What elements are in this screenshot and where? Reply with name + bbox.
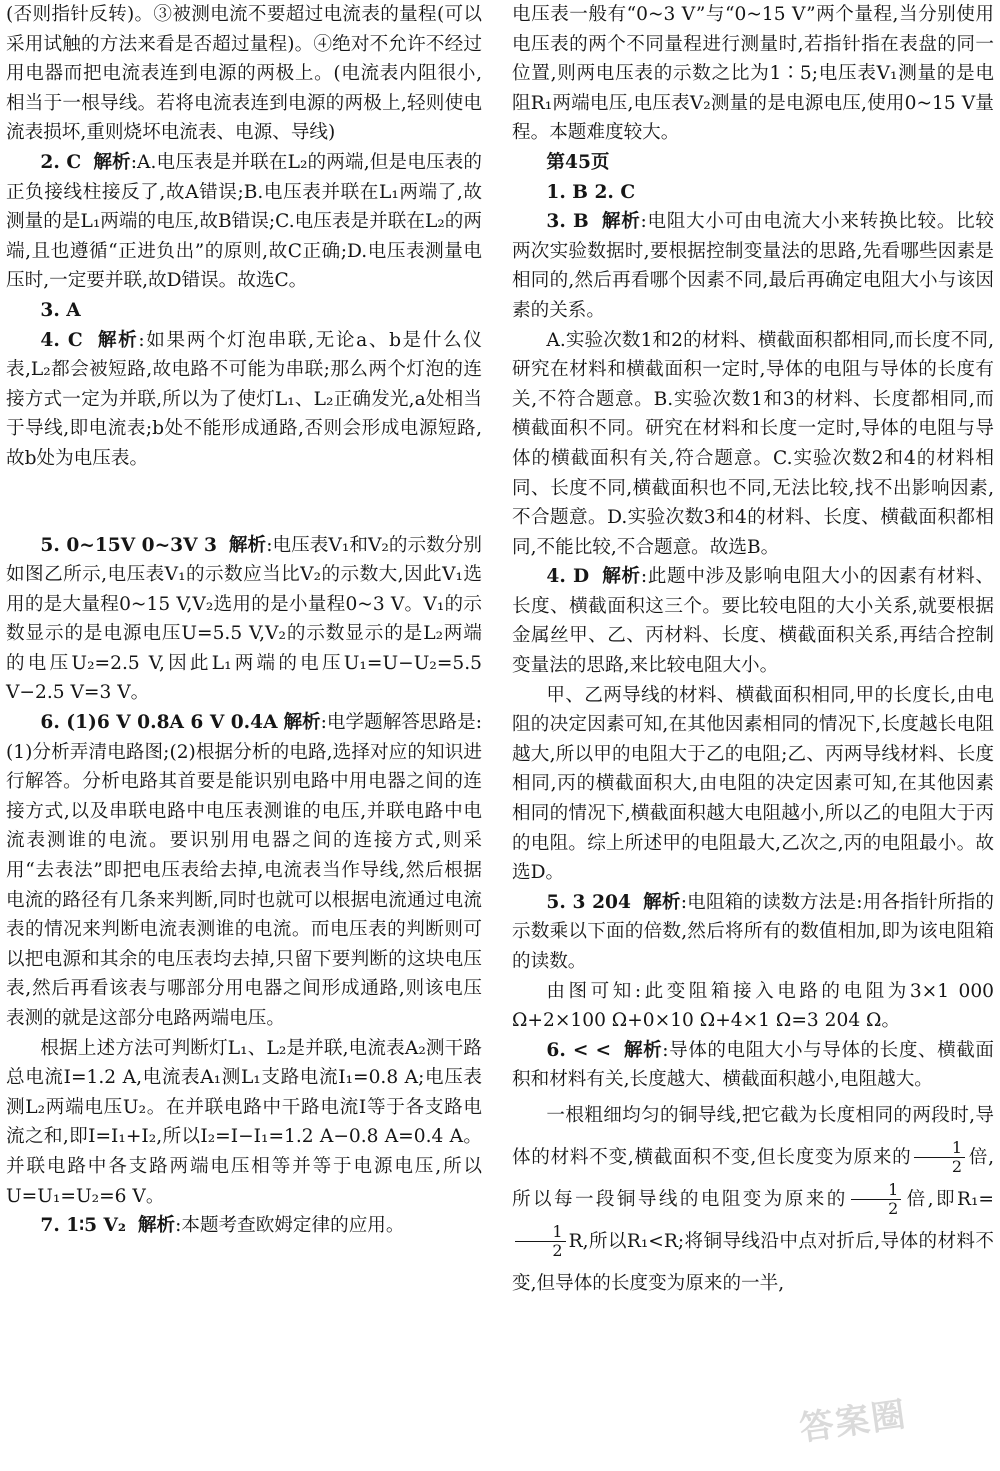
analysis-label: 解析 <box>643 891 681 913</box>
analysis-label: 解析 <box>283 712 321 734</box>
answer-text: :电阻大小可由电流大小来转换比较。比较两次实验数据时,要根据控制变量法的思路,先看哪些因素是相同的,然后再看哪个因素不同,最后再确定电阻大小与该因素的关系。 <box>512 211 994 321</box>
page-heading: 第45页 <box>546 151 610 173</box>
text-segment: R,所以R₁<R;将铜导线沿中点对折后,导体的材料不变,但导体的长度变为原来的一半, <box>512 1230 994 1294</box>
paragraph: 甲、乙两导线的材料、横截面积相同,甲的长度长,由电阻的决定因素可知,在其他因素相同的情况下,长度越长电阻越大,所以甲的电阻大于乙的电阻;乙、丙两导线材料、长度相同,丙的横截面积大,由电阻的决定因素可知,在其他因素相同的情况下,横截面积越大电阻越小,所以乙的电阻大于丙的电阻。综上所述甲的电阻最大,乙次之,丙的电阻最小。故选D。 <box>512 684 994 884</box>
answer-q3 <box>512 207 994 325</box>
answer-number: 2. C <box>40 151 82 173</box>
answer-number: 5. 3 204 <box>546 891 631 913</box>
paragraph: 电压表一般有“0~3 V”与“0~15 V”两个量程,当分别使用电压表的两个不同量程进行测量时,若指针指在表盘的同一位置,则两电压表的示数之比为1∶5;电压表V₁测量的是电阻R₁两端电压,电压表V₂测量的是电源电压,使用0~15 V量程。本题难度较大。 <box>512 4 994 144</box>
answer-number: 4. C <box>40 329 83 351</box>
answer-q3: 3. A <box>40 299 81 321</box>
fraction-one-half <box>515 1223 566 1260</box>
answer-text: :A.电压表是并联在L₂的两端,但是电压表的正负接线柱接反了,故A错误;B.电压表并联在L₁两端了,故测量的是L₁两端的电压,故B错误;C.电压表是并联在L₂的两端,且也遵循“正进负出”的原则,故C正确;D.电压表测量电压时,一定要并联,故D错误。故选C。 <box>6 151 482 292</box>
analysis-label: 解析 <box>602 566 641 588</box>
analysis-label: 解析 <box>228 534 267 556</box>
answer-number: 6. < < <box>546 1039 612 1061</box>
answer-text: :本题考查欧姆定律的应用。 <box>175 1215 405 1237</box>
answer-number: 6. (1)6 V 0.8A 6 V 0.4A <box>40 712 278 734</box>
text-segment: 倍,即R₁= <box>904 1188 994 1210</box>
blank-gap <box>6 474 482 531</box>
fraction-one-half <box>914 1139 965 1176</box>
answer-text: :此题中涉及影响电阻大小的因素有材料、长度、横截面积这三个。要比较电阻的大小关系,就要根据金属丝甲、乙、丙材料、长度、横截面积关系,再结合控制变量法的思路,来比较电阻大小。 <box>512 566 994 677</box>
answer-text: :电压表V₁和V₂的示数分别如图乙所示,电压表V₁的示数应当比V₂的示数大,因此V₁选用的是大量程0~15 V,V₂选用的是小量程0~3 V。V₁的示数显示的是电源电压U=5.5 V,V₂的示数显示的是L₂两端的电压U₂=2.5 V,因此L₁两端的电压U₁=U−U₂=5.5 V−2.5 V=3 V。 <box>6 534 482 704</box>
paragraph: 由图可知:此变阻箱接入电路的电阻为3×1 000 Ω+2×100 Ω+0×10 Ω+4×1 Ω=3 204 Ω。 <box>512 980 994 1032</box>
fraction-one-half <box>851 1181 902 1218</box>
answer-number: 5. 0~15V 0~3V 3 <box>40 534 217 556</box>
fraction-denominator: 2 <box>951 1157 963 1177</box>
answer-q5 <box>512 888 994 977</box>
answer-number: 4. D <box>546 566 590 588</box>
answer-number: 3. B <box>546 211 589 233</box>
answer-q2 <box>6 148 482 296</box>
fraction-denominator: 2 <box>552 1241 563 1261</box>
paragraph: 根据上述方法可判断灯L₁、L₂是并联,电流表A₂测干路总电流I=1.2 A,电流表A₁测L₁支路电流I₁=0.8 A;电压表测L₂两端电压U₂。在并联电路中干路电流I等于各支路电流之和,即I=I₁+I₂,所以I₂=I−I₁=1.2 A−0.8 A=0.4 A。并联电路中各支路两端电压相等并等于电源电压,所以U=U₁=U₂=6 V。 <box>6 1037 482 1207</box>
answer-text: :电阻箱的读数方法是:用各指针所指的示数乘以下面的倍数,然后将所有的数值相加,即为该电阻箱的读数。 <box>512 891 995 972</box>
paragraph: (否则指针反转)。③被测电流不要超过电流表的量程(可以采用试触的方法来看是否超过量程)。④绝对不允许不经过用电器而把电流表连到电源的两极上。(电流表内阻很小,相当于一根导线。若将电流表连到电源的两极上,轻则使电流表损坏,重则烧坏电流表、电源、导线) <box>6 4 482 144</box>
answer-q4 <box>6 326 482 474</box>
analysis-label: 解析 <box>623 1039 663 1061</box>
analysis-label: 解析 <box>97 329 139 351</box>
analysis-label: 解析 <box>601 211 641 233</box>
answer-number: 7. 1∶5 V₂ <box>40 1215 127 1237</box>
answer-q1-q2: 1. B 2. C <box>546 181 636 203</box>
answer-q5 <box>6 531 482 709</box>
right-column <box>512 0 994 1305</box>
analysis-label: 解析 <box>93 151 131 173</box>
watermark-logo: 答案圈 <box>797 1394 910 1450</box>
answer-q6 <box>512 1036 994 1095</box>
fraction-numerator: 1 <box>851 1181 902 1200</box>
fraction-denominator: 2 <box>888 1199 899 1219</box>
paragraph: A.实验次数1和2的材料、横截面积都相同,而长度不同,研究在材料和横截面积一定时,导体的电阻与导体的长度有关,不符合题意。B.实验次数1和3的材料、长度都相同,而横截面积不同。研究在材料和长度一定时,导体的电阻与导体的横截面积有关,符合题意。C.实验次数2和4的材料相同、长度不同,横截面积也不同,无法比较,找不出影响因素,不合题意。D.实验次数3和4的材料、长度、横截面积都相同,不能比较,不合题意。故选B。 <box>512 329 994 558</box>
answer-text: :电学题解答思路是:(1)分析弄清电路图;(2)根据分析的电路,选择对应的知识进行解答。分析电路其首要是能识别电路中用电器之间的连接方式,以及串联电路中电压表测谁的电压,并联电路中电流表测谁的电流。要识别用电器之间的连接方式,则采用“去表法”即把电压表给去掉,电流表当作导线,然后根据电流的路径有几条来判断,同时也就可以根据电流通过电流表的情况来判断电流表测谁的电流。而电压表的判断则可以把电源和其余的电压表均去掉,只留下要判断的这块电压表,然后再看该表与哪部分用电器之间形成通路,则该电压表测的就是这部分电路两端电压。 <box>6 712 482 1029</box>
answer-text: :如果两个灯泡串联,无论a、b是什么仪表,L₂都会被短路,故电路不可能为串联;那么两个灯泡的连接方式一定为并联,所以为了使灯L₁、L₂正确发光,a处相当于导线,即电流表;b处不能形成通路,否则会形成电源短路,故b处为电压表。 <box>6 329 482 469</box>
paragraph-with-fractions <box>512 1095 994 1305</box>
answer-text: :导体的电阻大小与导体的长度、横截面积和材料有关,长度越大、横截面积越小,电阻越大。 <box>512 1039 994 1091</box>
fraction-numerator: 1 <box>515 1223 566 1242</box>
analysis-label: 解析 <box>137 1215 176 1237</box>
answer-q7 <box>6 1211 482 1241</box>
text-segment: 一根粗细均匀的铜导线,把它截为长度相同的两段时,导体的材料不变,横截面积不变,但长度变为原来的 <box>512 1104 994 1168</box>
fraction-numerator: 1 <box>914 1139 965 1158</box>
answer-q4 <box>512 562 994 680</box>
answer-q6 <box>6 708 482 1034</box>
left-column <box>6 0 482 1241</box>
text-segment: 倍,所以每一段铜导线的电阻变为原来的 <box>512 1146 994 1210</box>
